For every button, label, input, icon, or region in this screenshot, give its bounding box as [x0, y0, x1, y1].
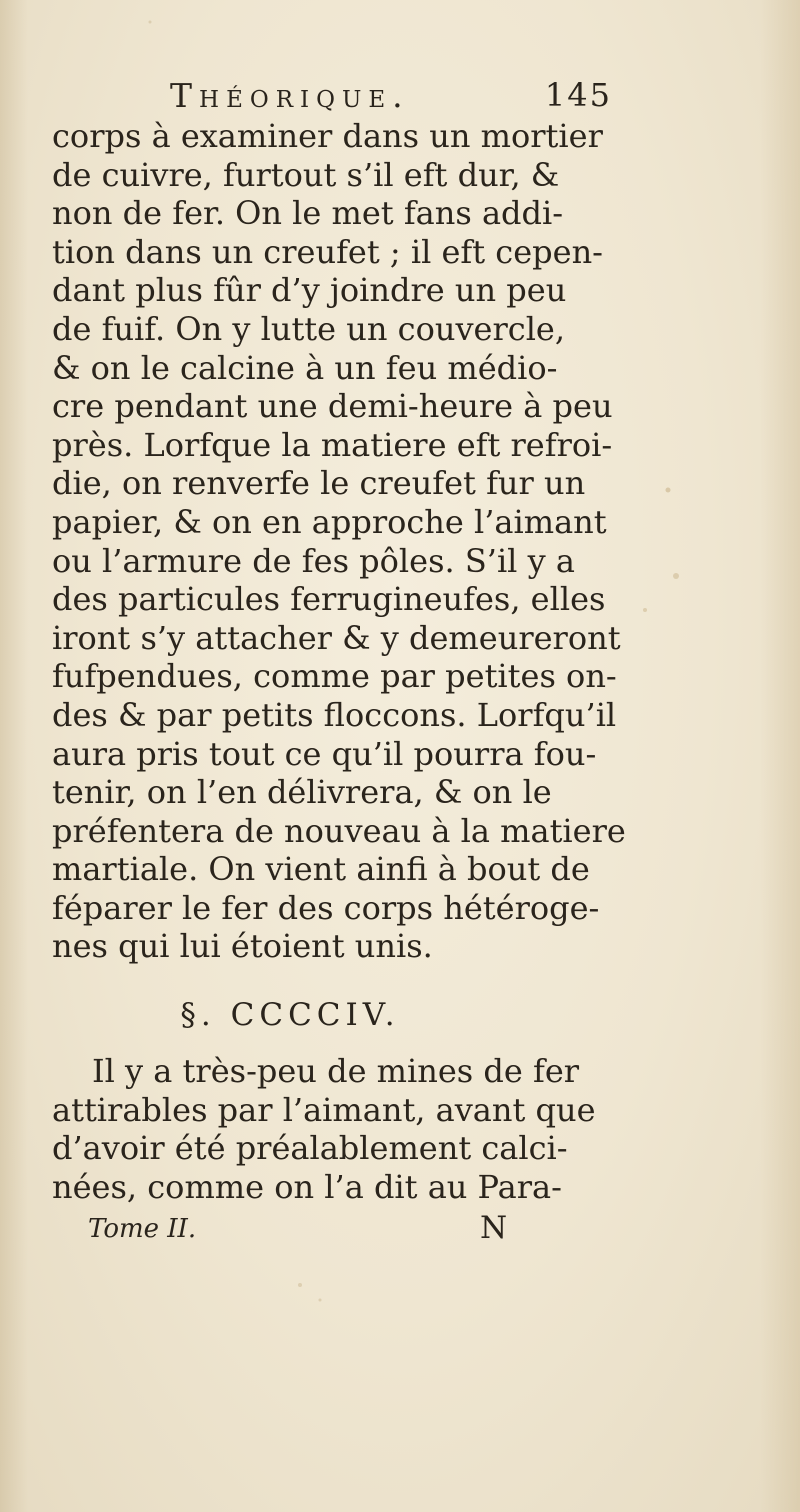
text-line: Il y a très-peu de mines de fer: [92, 1052, 580, 1090]
text-line: cre pendant une demi-heure à peu: [52, 387, 613, 426]
text-line: de cuivre, furtout s’il eft dur, &: [52, 155, 560, 194]
text-line: nes qui lui étoient unis.: [52, 927, 433, 966]
text-line: féparer le fer des corps hétéroge-: [52, 888, 600, 927]
text-line: près. Lorfque la matiere eft refroi-: [52, 425, 613, 464]
text-line: de fuif. On y lutte un couvercle,: [52, 309, 566, 348]
text-line: tenir, on l’en délivrera, & on le: [52, 773, 552, 812]
text-line: aura pris tout ce qu’il pourra fou-: [52, 734, 597, 773]
page-edge-shadow-left: [0, 0, 28, 1512]
running-head: Théorique.: [170, 76, 410, 115]
text-line: des & par petits floccons. Lorfqu’il: [52, 695, 617, 734]
text-line: fufpendues, comme par petites on-: [52, 657, 617, 696]
text-line: préfentera de nouveau à la matiere: [52, 811, 626, 850]
paragraph-1: [52, 117, 642, 966]
text-line: non de fer. On le met fans addi-: [52, 194, 564, 233]
page-number: 145: [544, 76, 612, 114]
page-header: [52, 76, 612, 120]
section-heading: §. CCCCIV.: [180, 997, 400, 1033]
text-line: & on le calcine à un feu médio-: [52, 348, 558, 387]
text-line: attirables par l’aimant, avant que: [52, 1090, 596, 1129]
text-line: ou l’armure de fes pôles. S’il y a: [52, 541, 575, 580]
text-line: des particules ferrugineufes, elles: [52, 580, 606, 619]
text-line: martiale. On vient ainfi à bout de: [52, 850, 590, 889]
text-line: nées, comme on l’a dit au Para-: [52, 1167, 562, 1206]
text-line: die, on renverfe le creufet fur un: [52, 464, 586, 503]
text-line: papier, & on en approche l’aimant: [52, 502, 607, 541]
gathering-mark: N: [480, 1210, 508, 1246]
paragraph-2: [52, 1052, 642, 1206]
text-line: tion dans un creufet ; il eft cepen-: [52, 232, 603, 271]
text-line: iront s’y attacher & y demeureront: [52, 618, 621, 657]
volume-signature: Tome II.: [88, 1214, 197, 1244]
text-line: d’avoir été préalablement calci-: [52, 1129, 568, 1168]
text-line: dant plus fûr d’y joindre un peu: [52, 271, 567, 310]
page-edge-shadow-right: [760, 0, 800, 1512]
page-footer: [52, 1210, 612, 1254]
text-line: corps à examiner dans un mortier: [52, 117, 603, 155]
